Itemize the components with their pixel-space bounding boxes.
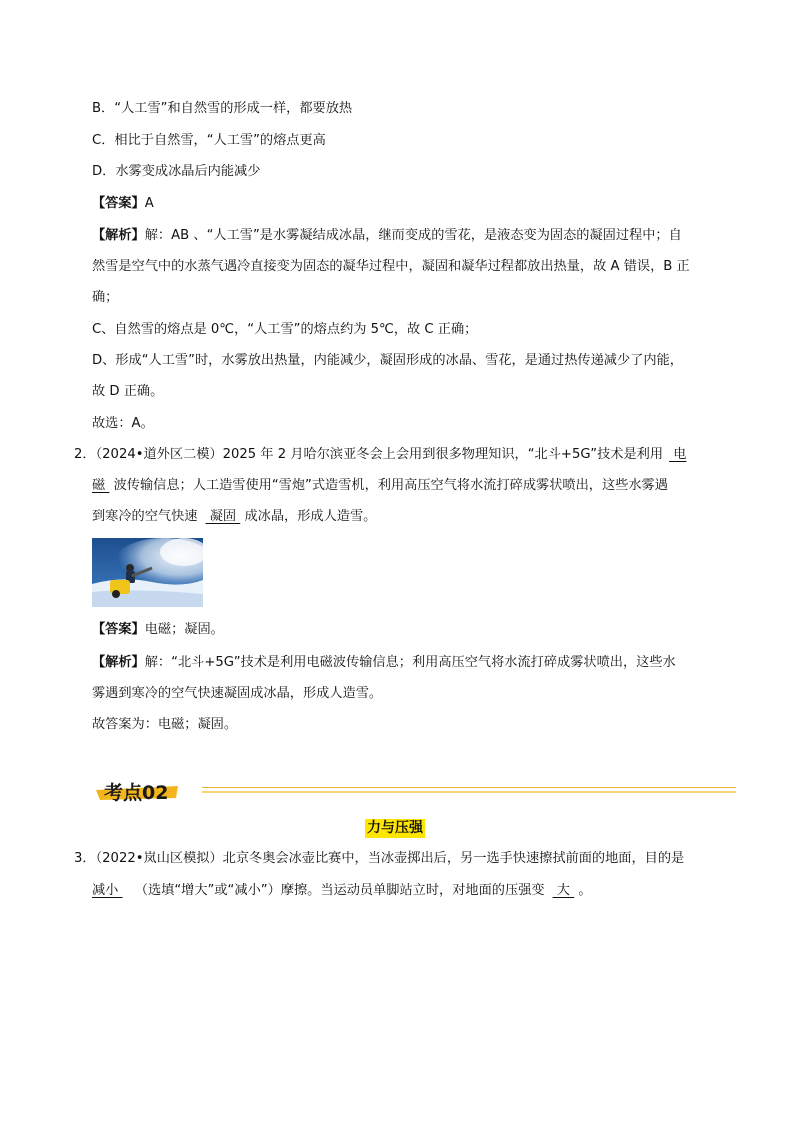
q2-blank-1a: 电 (669, 447, 687, 462)
kaodian-banner (94, 776, 736, 802)
q2-line-1 (74, 446, 686, 464)
q3-stem: （选填“增大”或“减小”）摩擦。当运动员单脚站立时，对地面的压强变 (130, 883, 545, 898)
q3-stem-end: 。 (574, 883, 592, 898)
q3-blank-1: 减小 (92, 883, 123, 898)
snow-cannon-illustration (92, 538, 203, 607)
q2-stem: 2．（2024•道外区二模）2025 年 2 月哈尔滨亚冬会上会用到很多物理知识，“北斗+5G”技术是利用 (74, 447, 664, 462)
q1-analysis-line-5: D、形成“人工雪”时，水雾放出热量，内能减少，凝固形成的冰晶、雪花，是通过热传递减少了内能， (92, 353, 683, 368)
q1-option-b: B．“人工雪”和自然雪的形成一样，都要放热 (92, 101, 353, 116)
snow-cannon-photo (92, 538, 203, 607)
q2-analysis-line-1 (92, 654, 676, 672)
q2-stem-cont: 波传输信息；人工造雪使用“雪炮”式造雪机，利用高压空气将水流打碎成雾状喷出，这些水雾遇 (109, 478, 668, 493)
analysis-tag: 【解析】 (92, 655, 145, 670)
q2-analysis-line-2: 雾遇到寒冷的空气快速凝固成冰晶，形成人造雪。 (92, 686, 383, 701)
q1-analysis-line-4: C、自然雪的熔点是 0℃，“人工雪”的熔点约为 5℃，故 C 正确； (92, 322, 478, 337)
q1-choice: 故选：A。 (92, 416, 154, 431)
divider-line (202, 787, 736, 788)
q1-option-c: C．相比于自然雪，“人工雪”的熔点更高 (92, 133, 326, 148)
answer-value: A (144, 196, 154, 211)
answer-value: 电磁；凝固。 (144, 622, 224, 637)
q2-line-3 (92, 508, 376, 526)
q1-analysis-line-3: 确； (92, 290, 119, 305)
analysis-tag: 【解析】 (92, 228, 145, 243)
section-title: 力与压强 (367, 820, 423, 836)
q2-stem-tail: 成冰晶，形成人造雪。 (240, 509, 377, 524)
q2-blank-1b: 磁 (92, 478, 110, 493)
analysis-text: 解：“北斗+5G”技术是利用电磁波传输信息；利用高压空气将水流打碎成雾状喷出，这些水 (144, 655, 676, 670)
q1-option-d: D．水雾变成冰晶后内能减少 (92, 164, 261, 179)
q2-answer-line (92, 621, 224, 639)
q2-line-2 (92, 477, 668, 495)
q3-blank-2: 大 (552, 883, 575, 898)
answer-tag: 【答案】 (92, 196, 145, 211)
q1-analysis-line-2: 然雪是空气中的水蒸气遇冷直接变为固态的凝华过程中，凝固和凝华过程都放出热量，故 A 错误，B 正 (92, 259, 690, 274)
q2-blank-2: 凝固 (205, 509, 241, 524)
analysis-text: 解：AB 、“人工雪”是水雾凝结成冰晶，继而变成的雪花，是液态变为固态的凝固过程中；自 (144, 228, 682, 243)
q1-analysis-line-6: 故 D 正确。 (92, 384, 164, 399)
kaodian-label: 考点02 (104, 782, 169, 804)
q3-line-1: 3．（2022•岚山区模拟）北京冬奥会冰壶比赛中，当冰壶掷出后，另一选手快速擦拭前面的地面，目的是 (74, 851, 685, 866)
q1-answer-line (92, 195, 154, 213)
q3-line-2 (92, 882, 592, 900)
q2-stem-end: 到寒冷的空气快速 (92, 509, 198, 524)
answer-tag: 【答案】 (92, 622, 145, 637)
q2-final-answer: 故答案为：电磁；凝固。 (92, 717, 238, 732)
divider-line-accent (202, 791, 736, 793)
q1-analysis-line-1 (92, 227, 682, 245)
